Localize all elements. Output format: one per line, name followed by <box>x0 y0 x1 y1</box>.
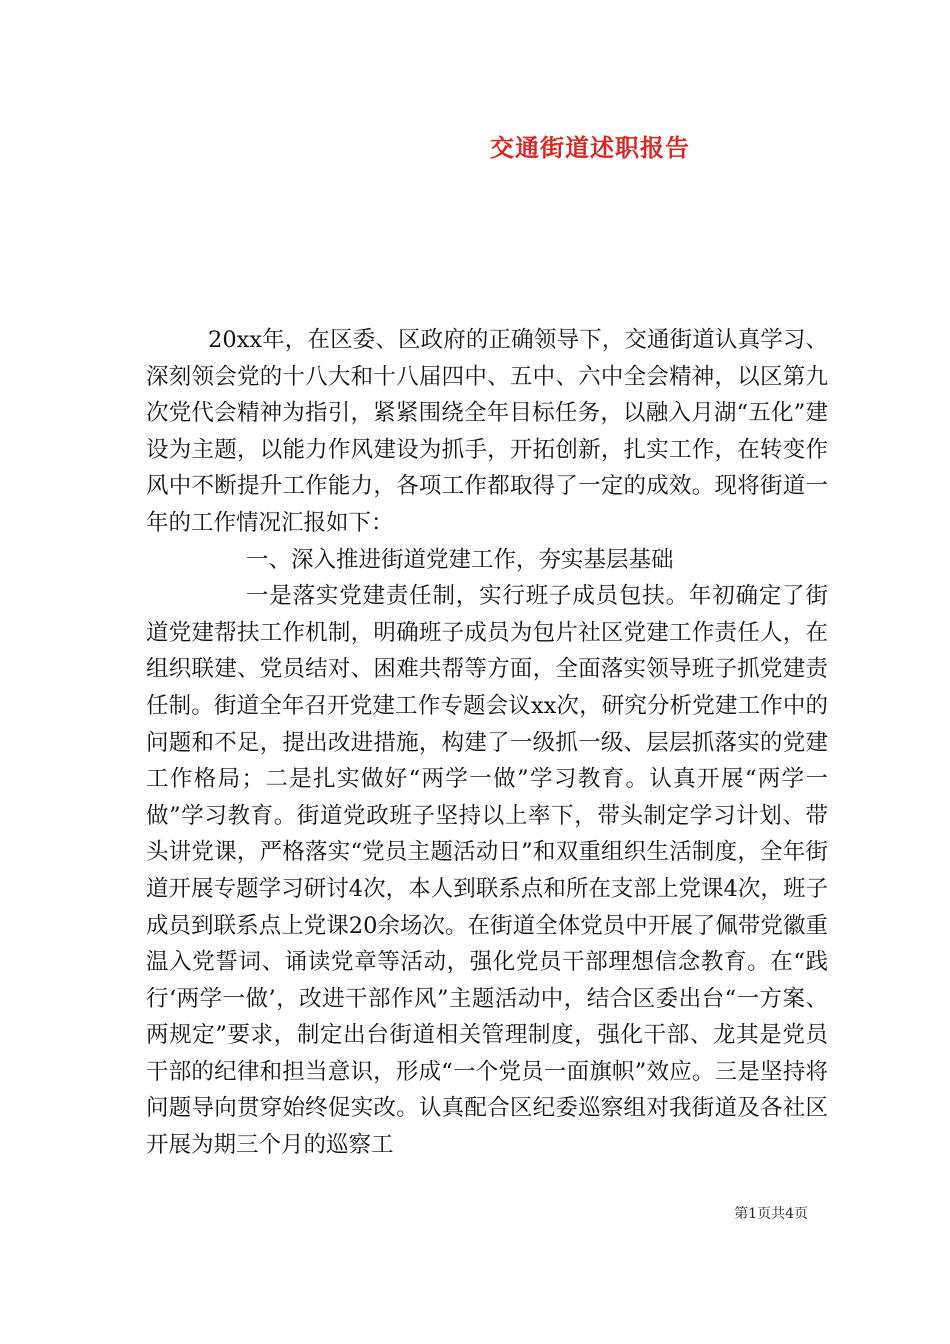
document-body <box>146 322 828 1164</box>
section-paragraph: 一是落实党建责任制，实行班子成员包扶。年初确定了街道党建帮扶工作机制，明确班子成员为包片社区党建工作责任人，在组织联建、党员结对、困难共帮等方面，全面落实领导班子抓党建责任制。街道全年召开党建工作专题会议xx次，研究分析党建工作中的问题和不足，提出改进措施，构建了一级抓一级、层层抓落实的党建工作格局；二是扎实做好“两学一做”学习教育。认真开展“两学一做”学习教育。街道党政班子坚持以上率下，带头制定学习计划、带头讲党课，严格落实“党员主题活动日”和双重组织生活制度，全年街道开展专题学习研讨4次，本人到联系点和所在支部上党课4次，班子成员到联系点上党课20余场次。在街道全体党员中开展了佩带党徽重温入党誓词、诵读党章等活动，强化党员干部理想信念教育。在“践行‘两学一做’，改进干部作风”主题活动中，结合区委出台“一方案、两规定”要求，制定出台街道相关管理制度，强化干部、龙其是党员干部的纪律和担当意识，形成“一个党员一面旗帜”效应。三是坚持将问题导向贯穿始终促实改。认真配合区纪委巡察组对我街道及各社区开展为期三个月的巡察工 <box>146 583 828 1159</box>
document-title: 交通街道述职报告 <box>490 133 690 162</box>
section-heading: 一、深入推进街道党建工作，夯实基层基础 <box>246 546 674 573</box>
page-number: 第1页共4页 <box>734 1206 808 1222</box>
intro-paragraph: 20xx年，在区委、区政府的正确领导下，交通街道认真学习、深刻领会党的十八大和十八届四中、五中、六中全会精神，以区第九次党代会精神为指引，紧紧围绕全年目标任务，以融入月湖“五化”建设为主题，以能力作风建设为抓手，开拓创新，扎实工作，在转变作风中不断提升工作能力，各项工作都取得了一定的成效。现将街道一年的工作情况汇报如下： <box>146 327 828 536</box>
